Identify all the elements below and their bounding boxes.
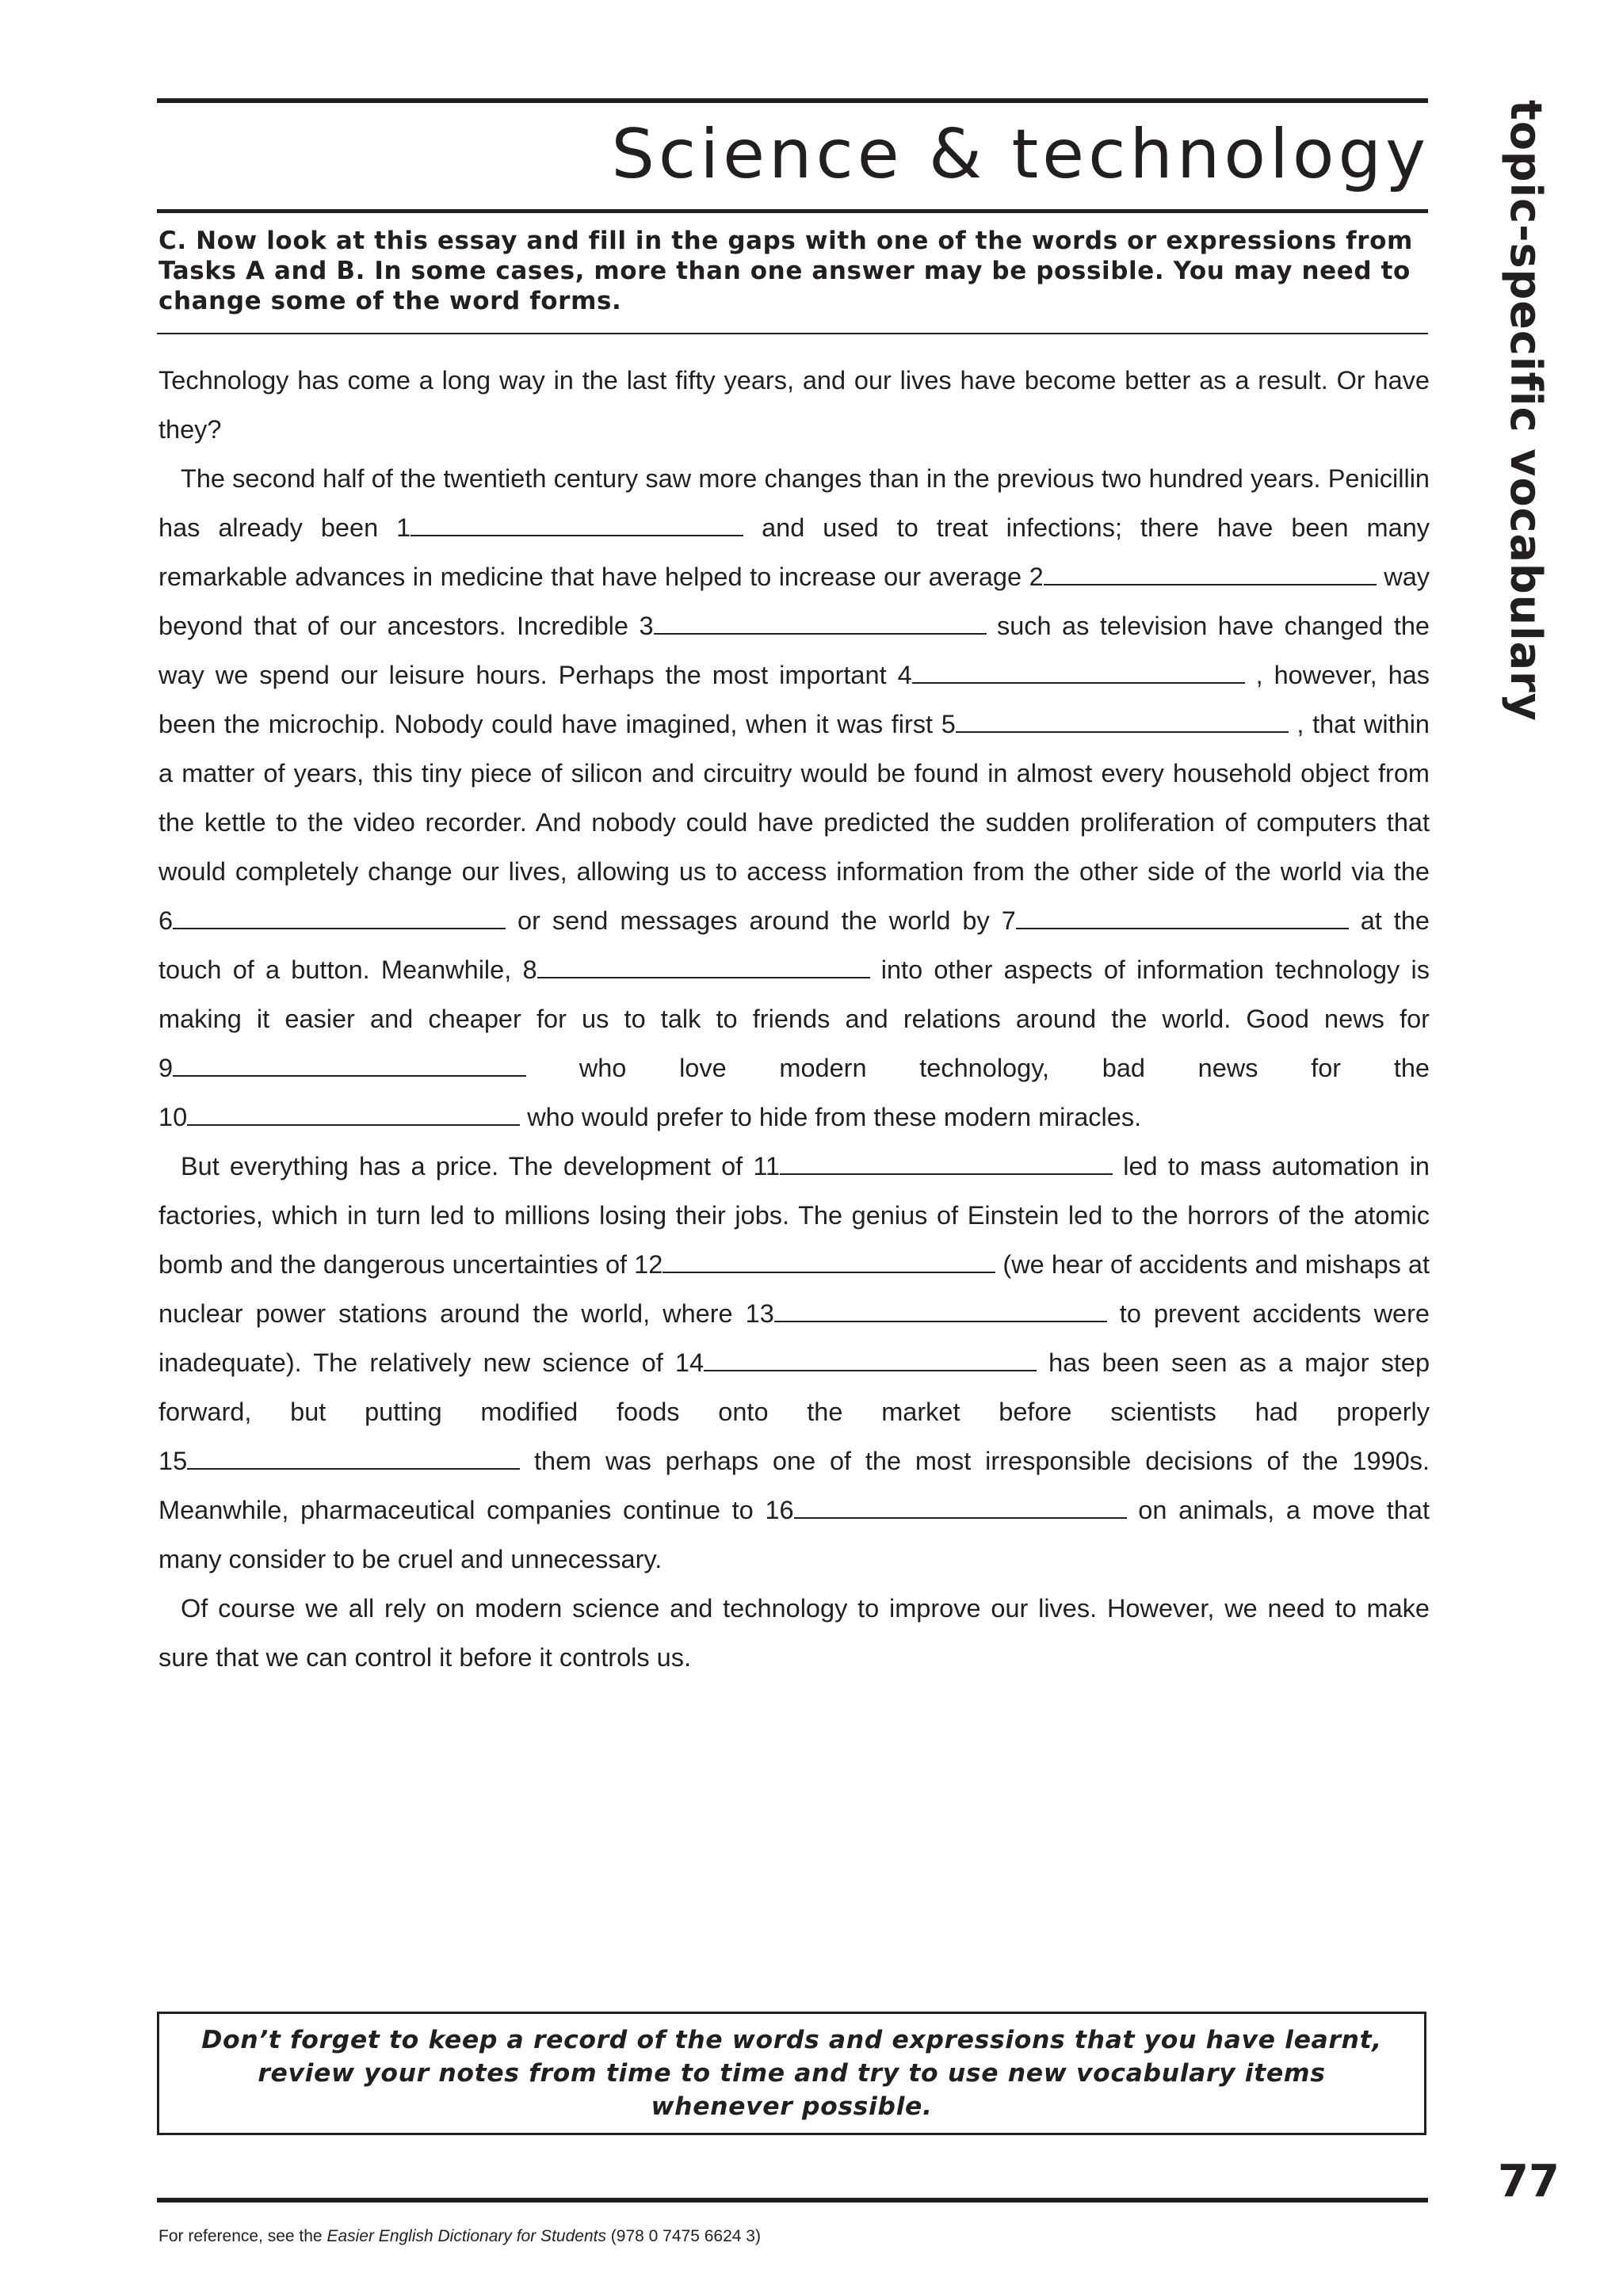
gap-11-line[interactable]	[780, 1153, 1113, 1175]
gap-6[interactable]: 6	[158, 906, 506, 935]
gap-2[interactable]: 2	[1029, 563, 1377, 591]
gap-7[interactable]: 7	[1002, 906, 1349, 935]
page-title: Science & technology	[611, 115, 1430, 194]
essay-paragraph-4: Of course we all rely on modern science and technology to improve our lives. However, we need to make sure that we can control it before it controls us.	[158, 1594, 1430, 1672]
footer-book-title: Easier English Dictionary for Students	[327, 2227, 606, 2245]
essay-paragraph-3: But everything has a price. The development of 11 led to mass automation in factories, which in turn led to millions losing their jobs. The genius of Einstein led to the horrors of the atomic bomb and the dangerous uncertainties of 12 (we hear of accidents and mishaps at nuclear power stations around the world, where 13 to prevent accidents were inadequate). The relatively new science of 14 has been seen as a major step forward, but putting modified foods onto the market before scientists had properly 15 them was perhaps one of the most irresponsible decisions of the 1990s. Meanwhile, pharmaceutical companies continue to 16 on animals, a move that many consider to be cruel and unnecessary.	[158, 1152, 1430, 1573]
gap-5-line[interactable]	[956, 711, 1289, 733]
gap-6-line[interactable]	[173, 907, 506, 929]
gap-16[interactable]: 16	[765, 1496, 1126, 1524]
gap-13-line[interactable]	[774, 1300, 1107, 1322]
gap-16-line[interactable]	[794, 1497, 1127, 1519]
gap-3[interactable]: 3	[639, 612, 986, 640]
gap-10[interactable]: 10	[158, 1103, 520, 1131]
page-number: 77	[1498, 2156, 1560, 2207]
gap-1[interactable]: 1	[396, 513, 743, 542]
gap-12-line[interactable]	[663, 1251, 995, 1273]
task-instructions: C. Now look at this essay and fill in the gaps with one of the words or expressions from Tasks A and B. In some cases, more than one answer may be possible. You may need to change some of the word forms.	[158, 227, 1413, 315]
essay-paragraph-2: The second half of the twentieth century saw more changes than in the previous two hundred years. Penicillin has already been 1 and used to treat infections; there have been many remarkable advances in medicine that have helped to increase our average 2 way beyond that of our ancestors. Incredible 3 such as television have changed the way we spend our leisure hours. Perhaps the most important 4 , however, has been the microchip. Nobody could have imagined, when it was first 5 , that within a matter of years, this tiny piece of silicon and circuitry would be found in almost every household object from the kettle to the video recorder. And nobody could have predicted the sudden proliferation of computers that would completely change our lives, allowing us to access information from the other side of the world via the 6 or send messages around the world by 7 at the touch of a button. Meanwhile, 8 into other aspects of information technology is making it easier and cheaper for us to talk to friends and relations around the world. Good news for 9 who love modern technology, bad news for the 10 who would prefer to hide from these modern miracles.	[158, 464, 1430, 1131]
gap-15-line[interactable]	[187, 1447, 520, 1470]
gap-5[interactable]: 5	[941, 710, 1289, 738]
footer-reference: For reference, see the Easier English Dictionary for Students (978 0 7475 6624 3)	[158, 2227, 761, 2245]
gap-9-line[interactable]	[173, 1055, 526, 1077]
tip-text: Don’t forget to keep a record of the words and expressions that you have learnt, review your notes from time to time and try to use new vocabulary items whenever possible.	[201, 2026, 1382, 2121]
gap-9[interactable]: 9	[158, 1054, 526, 1082]
gap-15[interactable]: 15	[158, 1447, 520, 1475]
gap-4-line[interactable]	[912, 662, 1245, 684]
essay	[158, 356, 1430, 1682]
gap-8-line[interactable]	[537, 956, 870, 978]
essay-paragraph-1: Technology has come a long way in the last fifty years, and our lives have become better as a result. Or have they?	[158, 366, 1430, 444]
gap-14-line[interactable]	[704, 1349, 1037, 1371]
top-rule	[157, 98, 1428, 103]
gap-12[interactable]: 12	[634, 1250, 995, 1279]
bottom-rule	[157, 2198, 1428, 2203]
gap-1-line[interactable]	[411, 514, 743, 536]
gap-8[interactable]: 8	[522, 955, 869, 984]
tip-box	[157, 2012, 1426, 2135]
section-side-label: topic-specific vocabulary	[1501, 100, 1551, 722]
gap-10-line[interactable]	[187, 1104, 520, 1126]
gap-11[interactable]: 11	[753, 1152, 1113, 1180]
gap-7-line[interactable]	[1016, 907, 1349, 929]
gap-13[interactable]: 13	[746, 1299, 1107, 1328]
instructions-divider	[157, 333, 1428, 334]
gap-2-line[interactable]	[1044, 563, 1377, 585]
gap-4[interactable]: 4	[898, 661, 1245, 689]
gap-3-line[interactable]	[654, 612, 987, 635]
gap-14[interactable]: 14	[675, 1348, 1037, 1377]
title-underline	[157, 209, 1428, 213]
